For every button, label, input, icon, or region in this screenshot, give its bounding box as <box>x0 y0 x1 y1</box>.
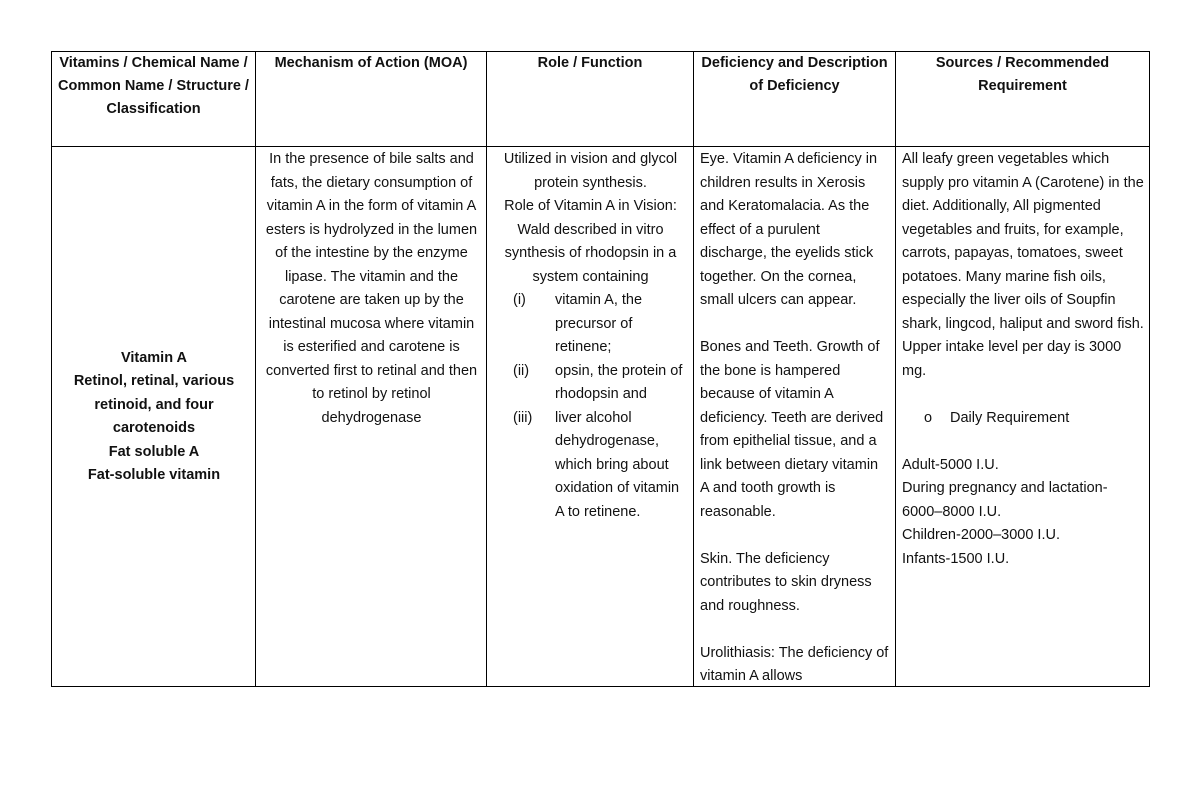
header-role: Role / Function <box>487 52 694 147</box>
sources-cell <box>896 147 1150 687</box>
role-item-text: vitamin A, the precursor of retinene; <box>555 292 643 355</box>
circle-bullet-icon: o <box>924 409 933 426</box>
role-item-number: (ii) <box>513 362 530 379</box>
header-row <box>52 52 1150 147</box>
deficiency-urolithiasis: Urolithiasis: The deficiency of vitamin A allows <box>700 644 889 684</box>
vitamin-common-name: Fat soluble A <box>108 443 200 460</box>
header-moa: Mechanism of Action (MOA) <box>256 52 487 147</box>
daily-requirement-label: Daily Requirement <box>950 409 1070 426</box>
header-vitamin: Vitamins / Chemical Name / Common Name / Structure / Classification <box>52 52 256 147</box>
role-item-text: opsin, the protein of rhodopsin and <box>555 362 683 402</box>
role-list <box>493 289 688 524</box>
role-item-text: liver alcohol dehydrogenase, which bring about oxidation of vitamin A to retinene. <box>555 409 680 520</box>
deficiency-skin: Skin. The deficiency contributes to skin dryness and roughness. <box>700 550 872 614</box>
moa-cell <box>256 147 487 687</box>
list-item <box>493 360 688 407</box>
vitamin-classification: Fat-soluble vitamin <box>87 467 221 483</box>
vitamin-cell <box>52 147 256 687</box>
requirement-pregnancy: During pregnancy and lactation-6000–8000 I.U. <box>902 480 1108 520</box>
requirement-children: Children-2000–3000 I.U. <box>902 527 1060 543</box>
table-row <box>52 147 1150 687</box>
vitamin-table <box>51 51 1150 687</box>
deficiency-bones-teeth: Bones and Teeth. Growth of the bone is hampered because of vitamin A deficiency. Teeth are derived from epithelial tissue, and a link between dietary vitamin A and tooth growth is reasonable. <box>700 339 884 520</box>
requirement-infants: Infants-1500 I.U. <box>902 550 1010 567</box>
list-item <box>493 407 688 525</box>
deficiency-cell <box>694 147 896 687</box>
header-deficiency: Deficiency and Description of Deficiency <box>694 52 896 147</box>
list-item <box>493 289 688 360</box>
sources-text: All leafy green vegetables which supply pro vitamin A (Carotene) in the diet. Additionally, All pigmented vegetables and fruits, for example, carrots, papayas, tomatoes, sweet potatoes. Many marine fish oils, especially the liver oils of Soupfin shark, lingcod, haliput and sword fish. Upper intake level per day is 3000 mg. <box>902 151 1144 379</box>
role-item-number: (i) <box>513 292 526 308</box>
role-subtitle: Role of Vitamin A in Vision: Wald described in vitro synthesis of rhodopsin in a system containing <box>504 198 677 285</box>
daily-requirement-item <box>902 407 1144 431</box>
vitamin-name: Vitamin A <box>120 349 188 366</box>
moa-text: In the presence of bile salts and fats, the dietary consumption of vitamin A in the form of vitamin A esters is hydrolyzed in the lumen of the intestine by the enzyme lipase. The vitamin and the carotene are taken up by the intestinal mucosa where vitamin is esterified and carotene is converted first to retinal and then to retinol by retinol dehydrogenase <box>265 151 478 426</box>
deficiency-eye: Eye. Vitamin A deficiency in children results in Xerosis and Keratomalacia. As the effect of a purulent discharge, the eyelids stick together. On the cornea, small ulcers can appear. <box>700 151 878 308</box>
role-item-number: (iii) <box>513 409 533 426</box>
requirement-adult: Adult-5000 I.U. <box>902 456 999 473</box>
role-cell <box>487 147 694 687</box>
vitamin-chemical-names: Retinol, retinal, various retinoid, and four carotenoids <box>73 373 235 436</box>
header-sources: Sources / Recommended Requirement <box>896 52 1150 147</box>
role-intro: Utilized in vision and glycol protein synthesis. <box>503 151 678 191</box>
